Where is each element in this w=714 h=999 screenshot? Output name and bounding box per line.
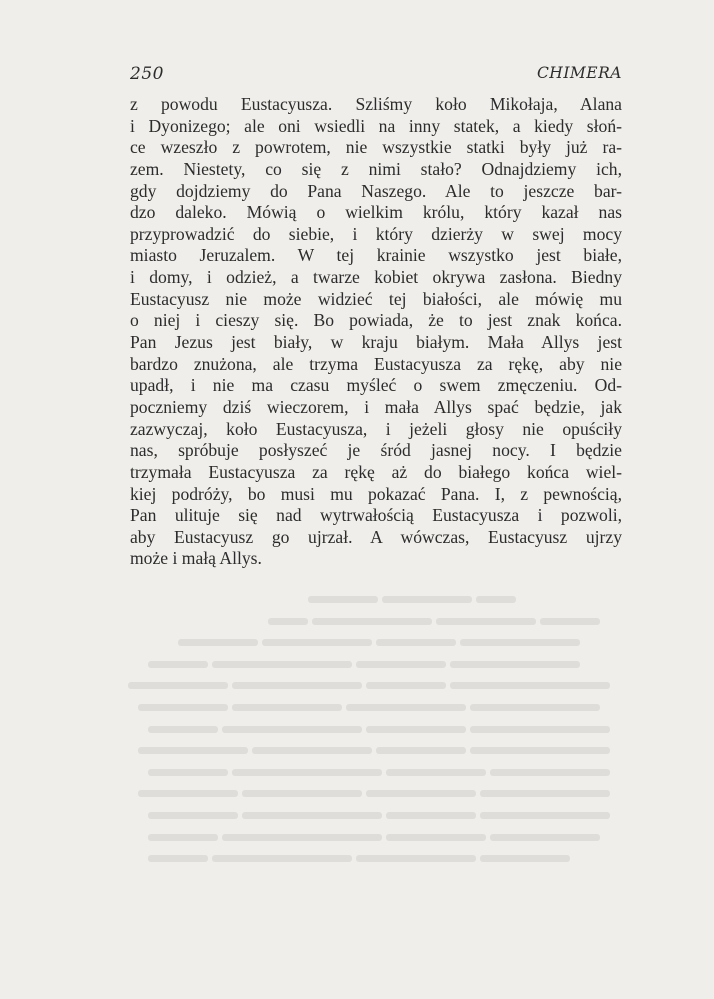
text-line: przyprowadzić do siebie, i który dzierży w swej mocy [130, 223, 622, 244]
text-line: i Dyonizego; ale oni wsiedli na inny statek, a kiedy słoń- [130, 115, 622, 136]
text-line: i domy, i odzież, a twarze kobiet okrywa zasłona. Biedny [130, 267, 622, 288]
text-line: trzymała Eustacyusza za rękę aż do białego końca wiel- [130, 461, 622, 482]
text-line: Eustacyusz nie może widzieć tej białości, ale mówię mu [130, 288, 622, 309]
text-line: ce wzeszło z powrotem, nie wszystkie statki były już ra- [130, 137, 622, 158]
text-line: zem. Niestety, co się z nimi stało? Odnajdziemy ich, [130, 158, 622, 179]
page-header [130, 64, 622, 88]
text-line: dzo daleko. Mówią o wielkim królu, który kazał nas [130, 202, 622, 223]
text-line: z powodu Eustacyusza. Szliśmy koło Mikołaja, Alana [130, 94, 622, 114]
text-line: może i małą Allys. [130, 548, 262, 569]
text-line: kiej podróży, bo musi mu pokazać Pana. I, z pewnością, [130, 483, 622, 504]
text-line: gdy dojdziemy do Pana Naszego. Ale to jeszcze bar- [130, 180, 622, 201]
text-line: Pan ulituje się nad wytrwałością Eustacyusza i pozwoli, [130, 505, 622, 526]
page-number: 250 [130, 64, 164, 84]
text-line: o niej i cieszy się. Bo powiada, że to jest znak końca. [130, 310, 622, 331]
running-head: CHIMERA [536, 64, 622, 82]
text-line: bardzo znużona, ale trzyma Eustacyusza za rękę, aby nie [130, 353, 622, 374]
text-line: aby Eustacyusz go ujrzał. A wówczas, Eustacyusz ujrzy [130, 526, 622, 547]
text-line: Pan Jezus jest biały, w kraju białym. Mała Allys jest [130, 332, 622, 353]
text-line: poczniemy dziś wieczorem, i mała Allys spać będzie, jak [130, 396, 622, 417]
text-line: zazwyczaj, koło Eustacyusza, i jeżeli głosy nie opuściły [130, 418, 622, 439]
text-line: miasto Jeruzalem. W tej krainie wszystko jest białe, [130, 245, 622, 266]
bleed-through-shadow [108, 588, 638, 888]
text-line: upadł, i nie ma czasu myśleć o swem zmęczeniu. Od- [130, 375, 622, 396]
text-line: nas, spróbuje posłyszeć je śród jasnej nocy. I będzie [130, 440, 622, 461]
body-text [130, 94, 622, 570]
